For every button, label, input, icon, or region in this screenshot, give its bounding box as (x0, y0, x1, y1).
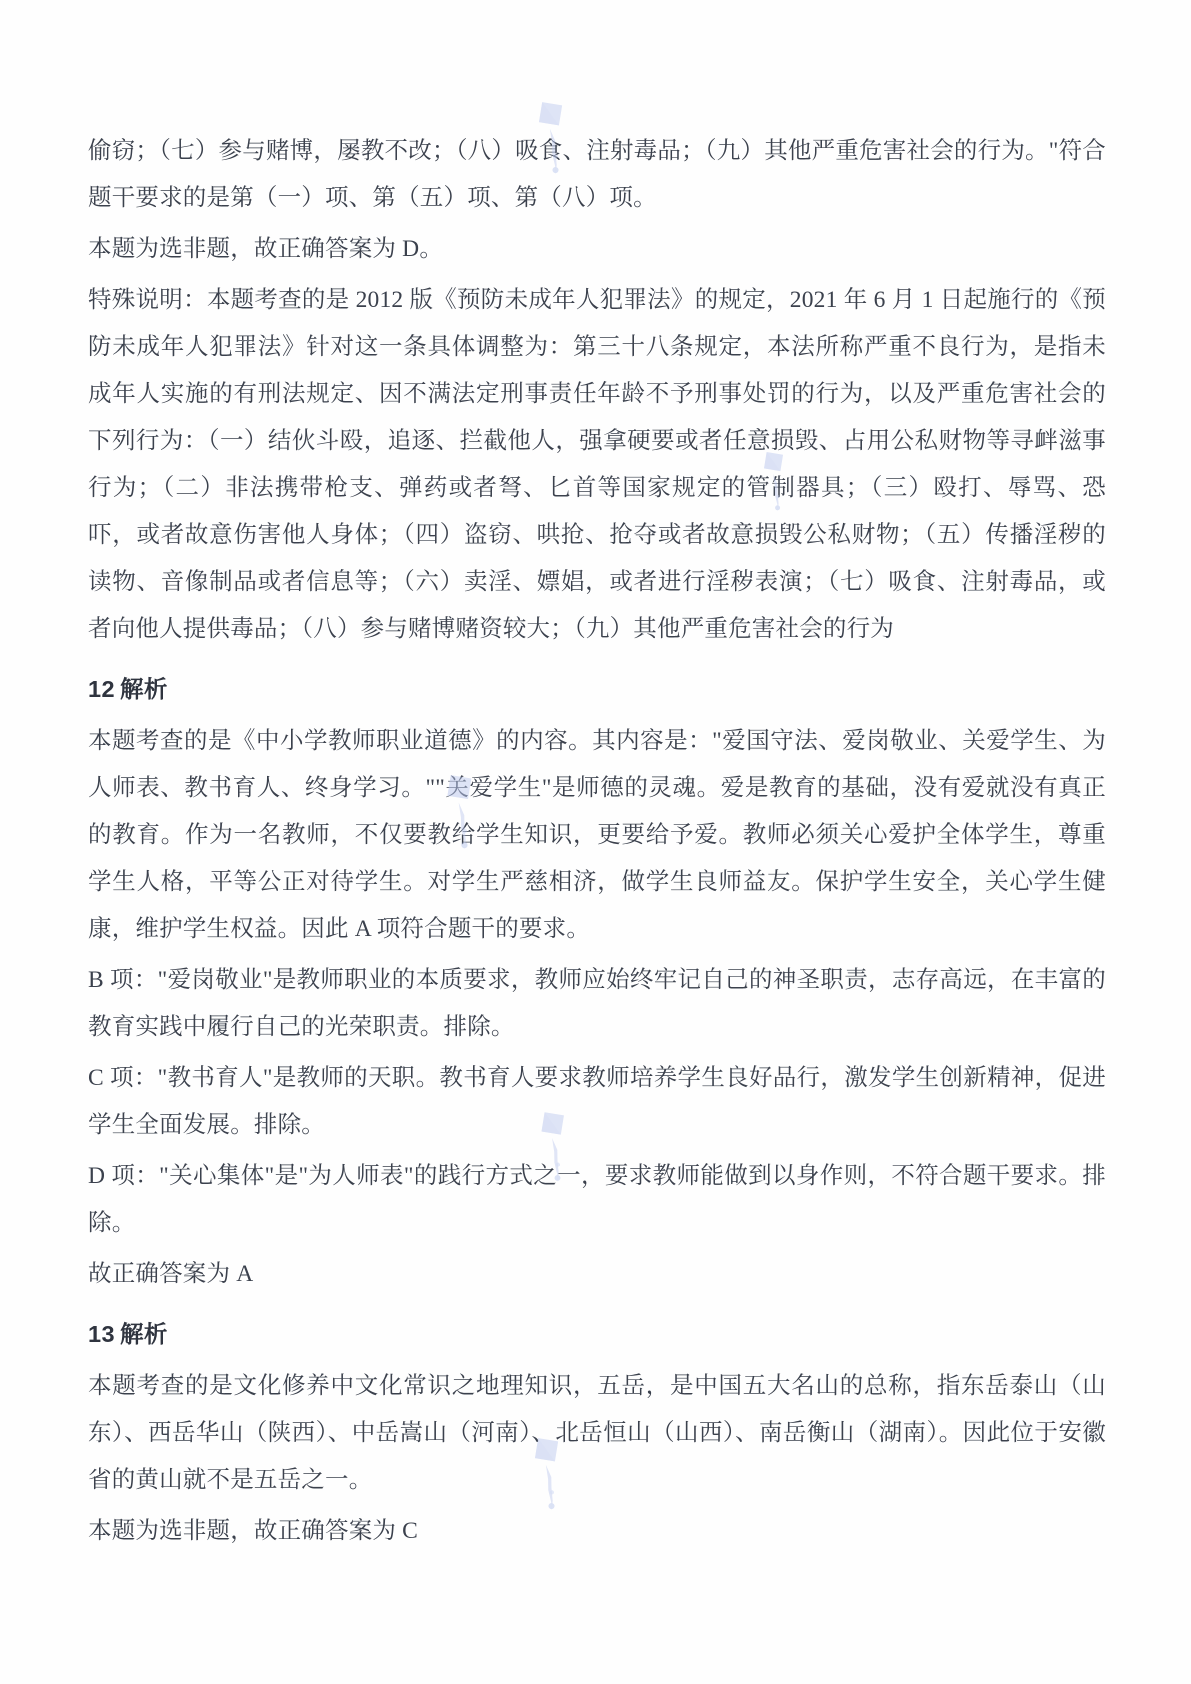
section-number: 13 (88, 1321, 115, 1347)
document-content (88, 128, 1106, 1555)
paragraph-12-answer: 故正确答案为 A (88, 1261, 254, 1287)
heading-section-12 (88, 667, 1106, 712)
paragraph-13-answer: 本题为选非题，故正确答案为 C (88, 1518, 419, 1544)
heading-section-13 (88, 1312, 1106, 1357)
paragraph-12-option-b: B 项："爱岗敬业"是教师职业的本质要求，教师应始终牢记自己的神圣职责，志存高远，在丰富的教育实践中履行自己的光荣职责。排除。 (88, 967, 1106, 1040)
paragraph-answer-d: 本题为选非题，故正确答案为 D。 (88, 236, 444, 262)
paragraph-12-option-c: C 项："教书育人"是教师的天职。教书育人要求教师培养学生良好品行，激发学生创新精神，促进学生全面发展。排除。 (88, 1065, 1106, 1138)
section-number: 12 (88, 676, 115, 702)
paragraph-continued-list: 偷窃；（七）参与赌博，屡教不改；（八）吸食、注射毒品；（九）其他严重危害社会的行为。"符合题干要求的是第（一）项、第（五）项、第（八）项。 (88, 138, 1106, 211)
paragraph-special-note: 特殊说明：本题考查的是 2012 版《预防未成年人犯罪法》的规定，2021 年 6 月 1 日起施行的《预防未成年人犯罪法》针对这一条具体调整为：第三十八条规定，本法所称严重不良行为，是指未成年人实施的有刑法规定、因不满法定刑事责任年龄不予刑事处罚的行为，以及严重危害社会的下列行为：（一）结伙斗殴，追逐、拦截他人，强拿硬要或者任意损毁、占用公私财物等寻衅滋事行为；（二）非法携带枪支、弹药或者弩、匕首等国家规定的管制器具；（三）殴打、辱骂、恐吓，或者故意伤害他人身体；（四）盗窃、哄抢、抢夺或者故意损毁公私财物；（五）传播淫秽的读物、音像制品或者信息等；（六）卖淫、嫖娼，或者进行淫秽表演；（七）吸食、注射毒品，或者向他人提供毒品；（八）参与赌博赌资较大；（九）其他严重危害社会的行为 (88, 287, 1106, 642)
section-label: 解析 (119, 677, 168, 703)
paragraph-12-main: 本题考查的是《中小学教师职业道德》的内容。其内容是："爱国守法、爱岗敬业、关爱学生、为人师表、教书育人、终身学习。""关爱学生"是师德的灵魂。爱是教育的基础，没有爱就没有真正的教育。作为一名教师，不仅要教给学生知识，更要给予爱。教师必须关心爱护全体学生，尊重学生人格，平等公正对待学生。对学生严慈相济，做学生良师益友。保护学生安全，关心学生健康，维护学生权益。因此 A 项符合题干的要求。 (88, 728, 1106, 942)
section-label: 解析 (119, 1322, 168, 1348)
paragraph-12-option-d: D 项："关心集体"是"为人师表"的践行方式之一，要求教师能做到以身作则，不符合题干要求。排除。 (88, 1163, 1106, 1236)
paragraph-13-main: 本题考查的是文化修养中文化常识之地理知识，五岳，是中国五大名山的总称，指东岳泰山（山东）、西岳华山（陕西）、中岳嵩山（河南）、北岳恒山（山西）、南岳衡山（湖南）。因此位于安徽省的黄山就不是五岳之一。 (88, 1373, 1106, 1493)
